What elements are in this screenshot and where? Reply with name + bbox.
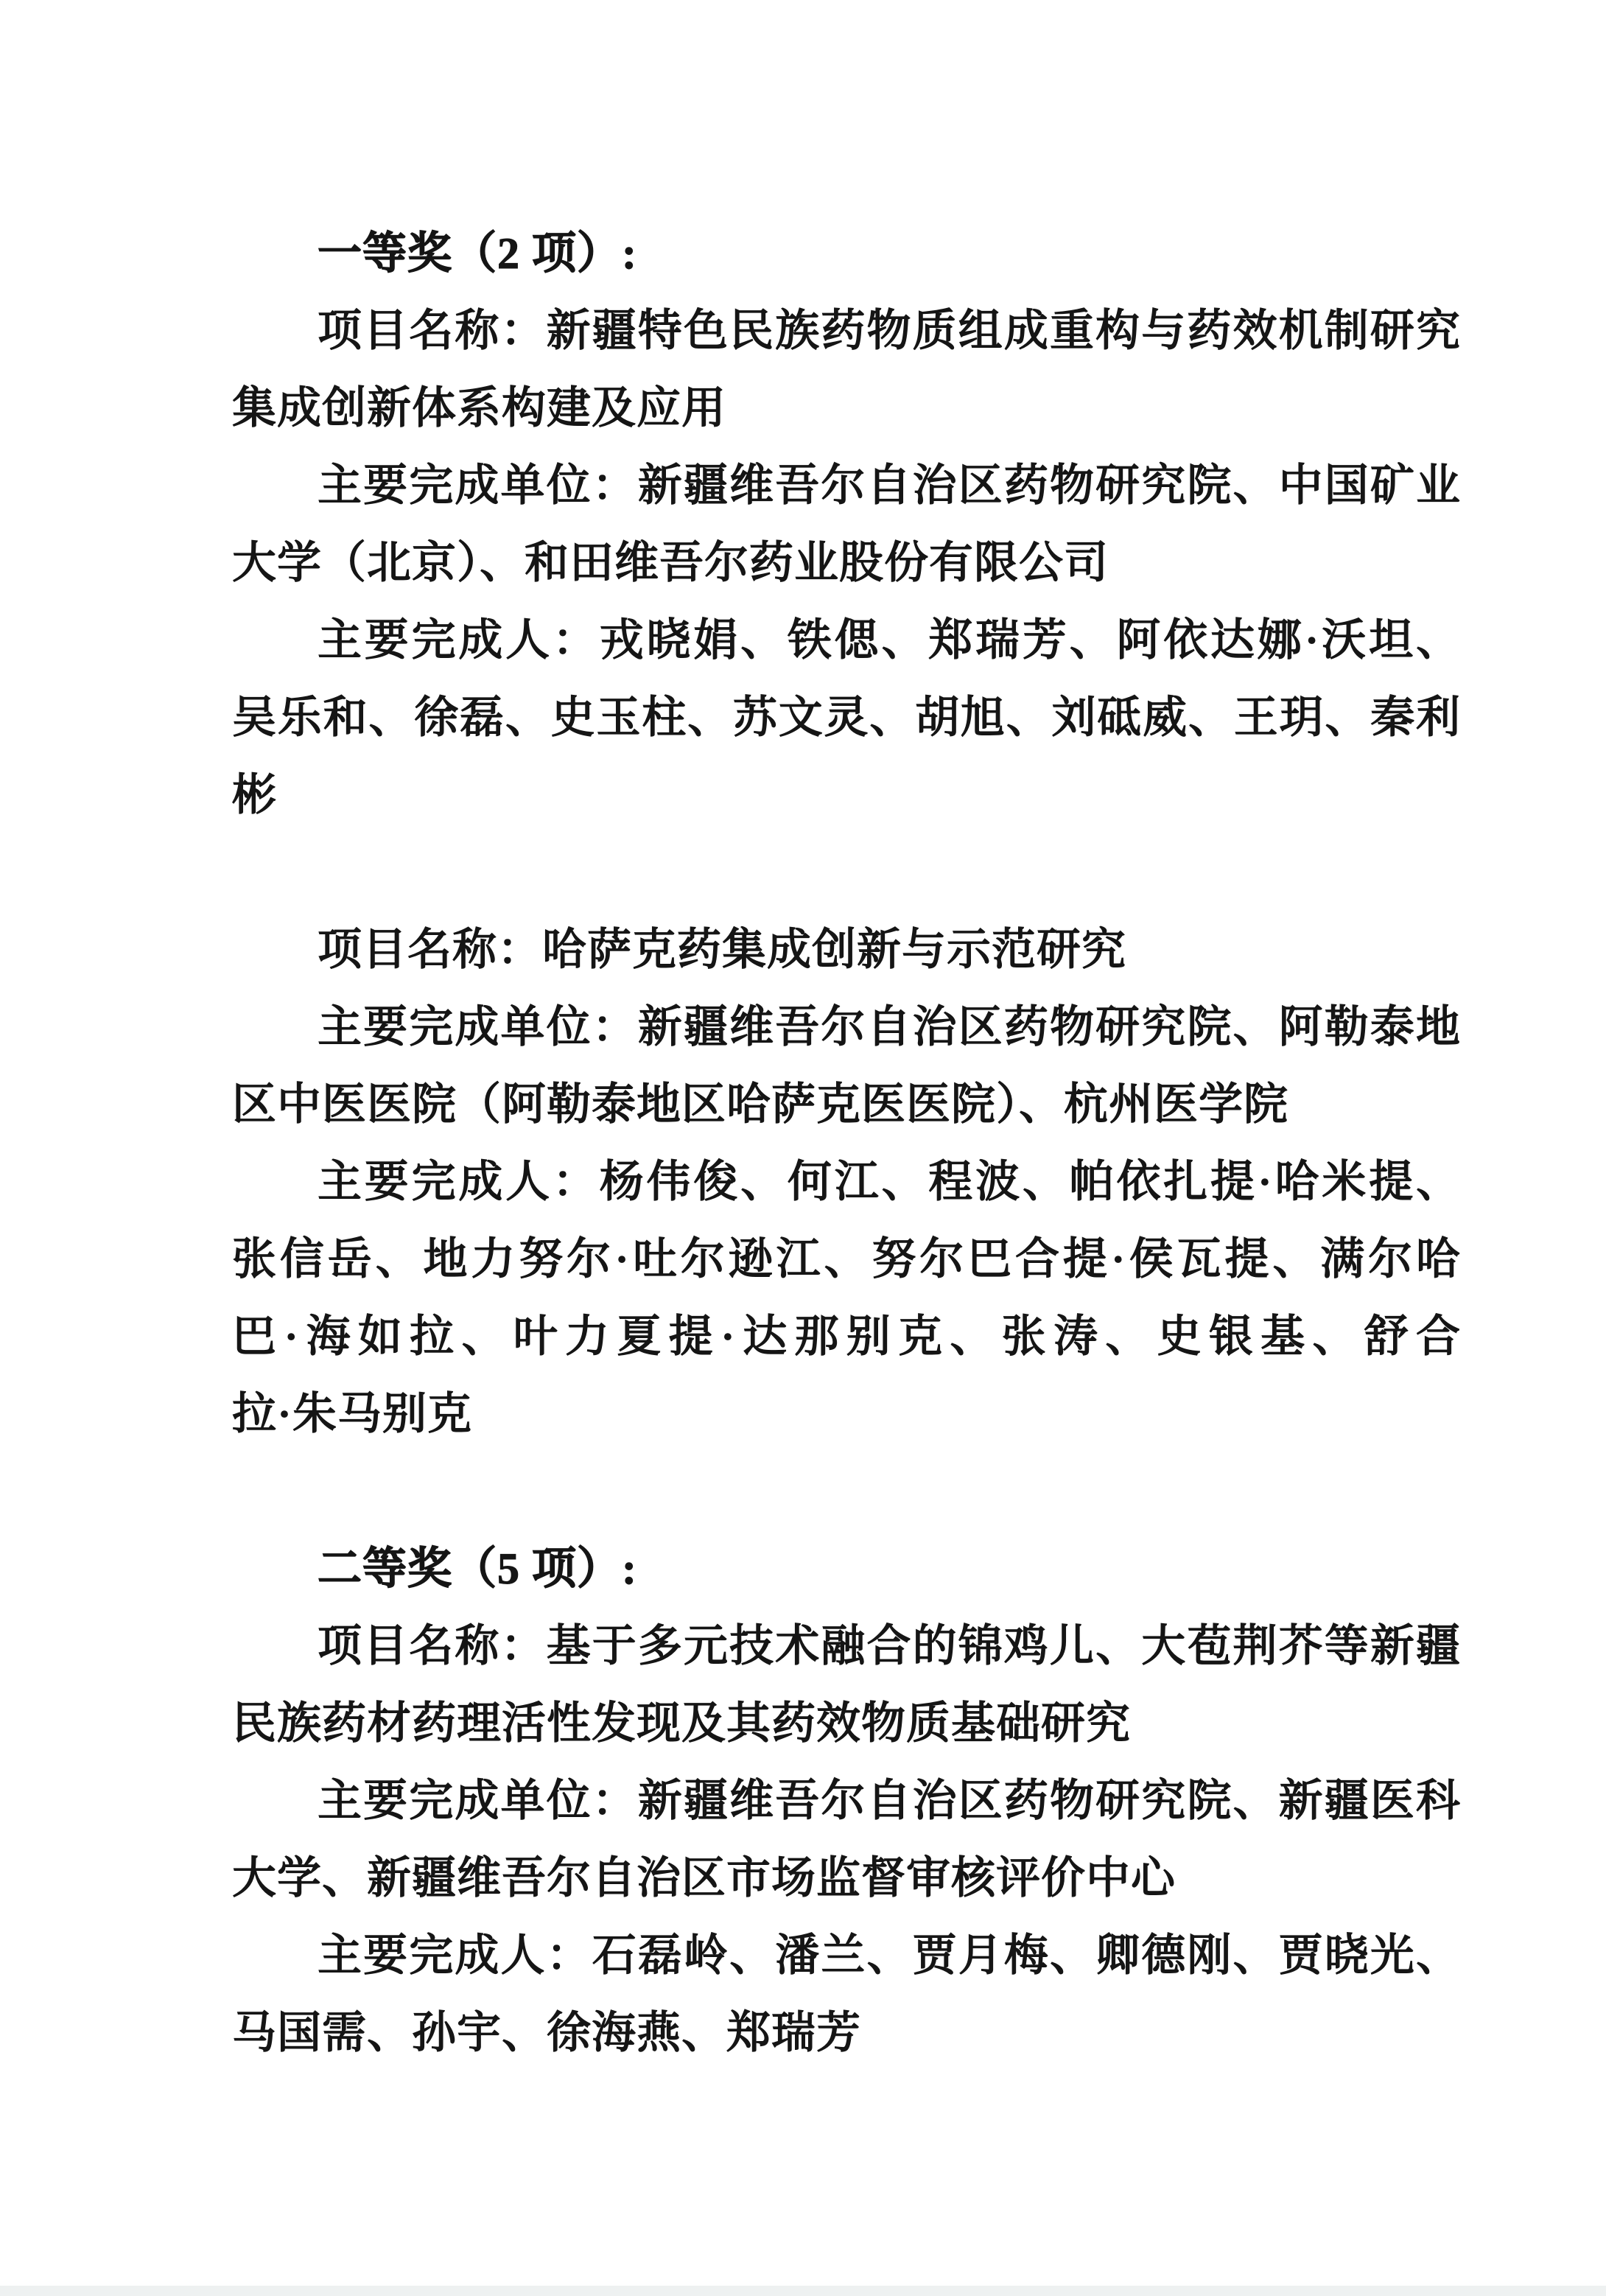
project-name-line: 集成创新体系构建及应用 bbox=[232, 384, 726, 433]
project-people-line: 拉·朱马别克 bbox=[232, 1390, 473, 1438]
project-people-line: 主要完成人：戎晓娟、铁偲、郑瑞芳、阿依达娜·沃坦、 bbox=[318, 616, 1461, 665]
document-body bbox=[232, 215, 1461, 2072]
project-name-line: 项目名称：哈萨克药集成创新与示范研究 bbox=[318, 925, 1126, 974]
project-people-line: 彬 bbox=[232, 771, 277, 819]
blank-line bbox=[232, 834, 1461, 911]
project-units-line: 大学、新疆维吾尔自治区市场监督审核评价中心 bbox=[232, 1854, 1176, 1903]
project-entry bbox=[232, 1608, 1461, 2072]
project-name-line: 民族药材药理活性发现及其药效物质基础研究 bbox=[232, 1699, 1131, 1748]
project-units-line: 主要完成单位：新疆维吾尔自治区药物研究院、新疆医科 bbox=[318, 1777, 1461, 1825]
first-prize-heading: 一等奖（2 项）: bbox=[318, 229, 637, 278]
project-units-line: 主要完成单位：新疆维吾尔自治区药物研究院、中国矿业 bbox=[318, 461, 1461, 510]
project-entry bbox=[232, 293, 1461, 834]
project-people-line: 主要完成人：石磊岭、潘兰、贾月梅、卿德刚、贾晓光、 bbox=[318, 1931, 1461, 1980]
project-people-line: 吴乐和、徐磊、史玉柱、苏文灵、胡旭、刘砥威、王玥、秦利 bbox=[232, 693, 1461, 742]
project-people-line: 马国需、孙宇、徐海燕、郑瑞芳 bbox=[232, 2009, 861, 2057]
project-units-line: 区中医医院（阿勒泰地区哈萨克医医院）、杭州医学院 bbox=[232, 1080, 1288, 1129]
project-units-line: 大学（北京）、和田维吾尔药业股份有限公司 bbox=[232, 539, 1109, 587]
project-entry bbox=[232, 911, 1461, 1453]
project-people-line: 巴·海如拉、叶力夏提·达那别克、张涛、史银基、舒合 bbox=[232, 1312, 1461, 1361]
blank-line bbox=[232, 1453, 1461, 1530]
second-prize-heading: 二等奖（5 项）: bbox=[318, 1544, 637, 1593]
scan-edge-artifact bbox=[0, 2286, 1606, 2296]
project-units-line: 主要完成单位：新疆维吾尔自治区药物研究院、阿勒泰地 bbox=[318, 1003, 1461, 1051]
project-name-line: 项目名称：新疆特色民族药物质组成重构与药效机制研究 bbox=[318, 307, 1461, 355]
project-people-line: 主要完成人：杨伟俊、何江、程波、帕依扎提·哈米提、 bbox=[318, 1158, 1461, 1206]
project-people-line: 张信岳、地力努尔·吐尔逊江、努尔巴合提·侯瓦提、满尔哈 bbox=[232, 1235, 1461, 1284]
project-name-line: 项目名称：基于多元技术融合的锦鸡儿、大苞荆芥等新疆 bbox=[318, 1622, 1461, 1670]
